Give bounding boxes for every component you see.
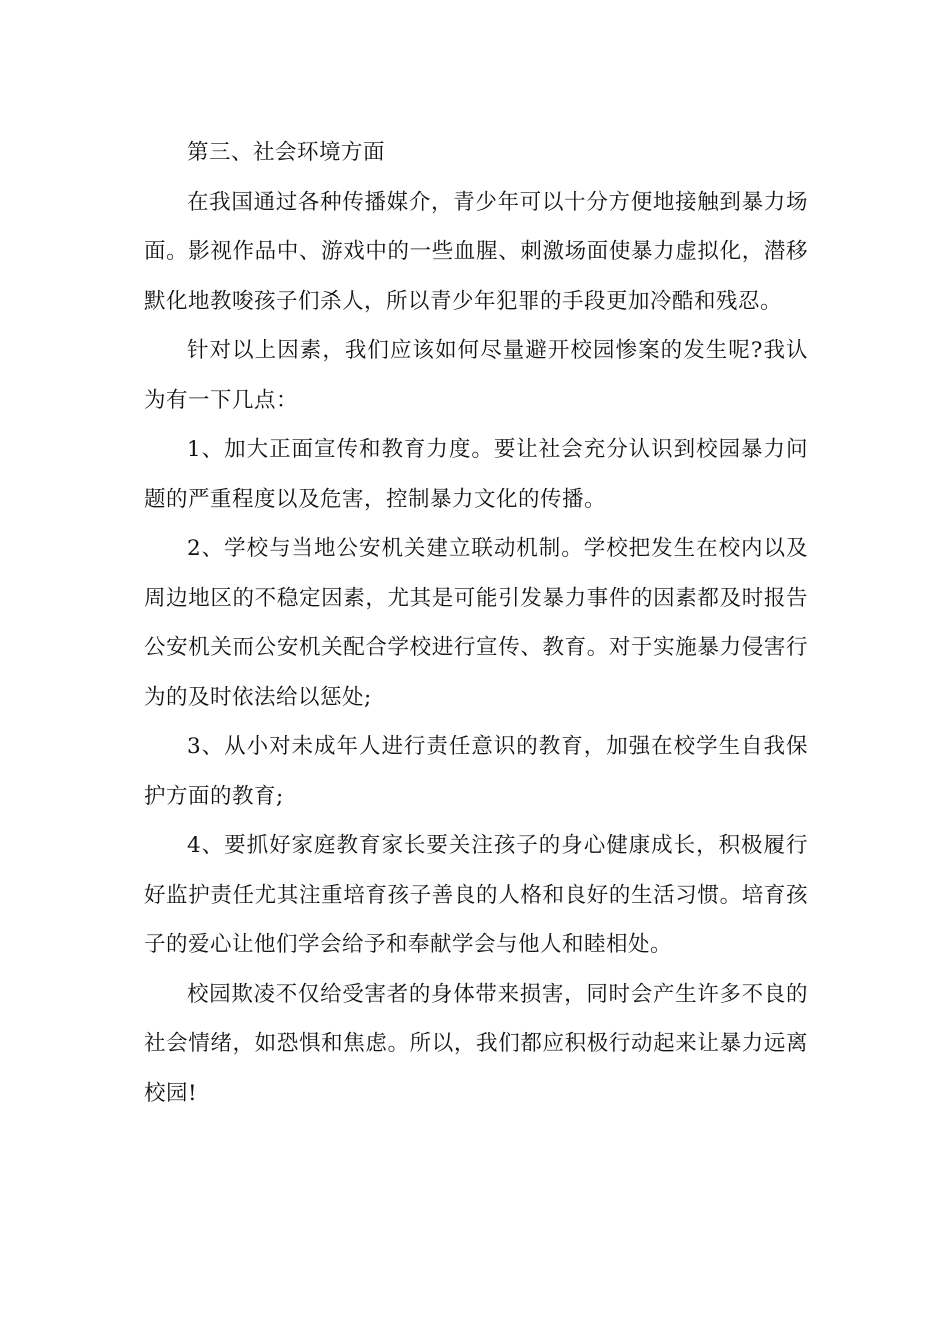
list-item-2: 2、学校与当地公安机关建立联动机制。学校把发生在校内以及周边地区的不稳定因素，尤其是可能引发暴力事件的因素都及时报告公安机关而公安机关配合学校进行宣传、教育。对于实施暴力侵害行为的及时依法给以惩处; — [144, 536, 808, 710]
list-item-1: 1、加大正面宣传和教育力度。要让社会充分认识到校园暴力问题的严重程度以及危害，控制暴力文化的传播。 — [144, 437, 808, 512]
paragraph-media-influence: 在我国通过各种传播媒介，青少年可以十分方便地接触到暴力场面。影视作品中、游戏中的一些血腥、刺激场面使暴力虚拟化，潜移默化地教唆孩子们杀人，所以青少年犯罪的手段更加冷酷和残忍。 — [144, 189, 808, 314]
list-item-4: 4、要抓好家庭教育家长要关注孩子的身心健康成长，积极履行好监护责任尤其注重培育孩子善良的人格和良好的生活习惯。培育孩子的爱心让他们学会给予和奉献学会与他人和睦相处。 — [144, 833, 808, 957]
list-item-3: 3、从小对未成年人进行责任意识的教育，加强在校学生自我保护方面的教育; — [144, 734, 808, 809]
section-heading: 第三、社会环境方面 — [187, 140, 386, 165]
paragraph-conclusion: 校园欺凌不仅给受害者的身体带来损害，同时会产生许多不良的社会情绪，如恐惧和焦虑。所以，我们都应积极行动起来让暴力远离校园! — [144, 981, 808, 1106]
paragraph-measures-intro: 针对以上因素，我们应该如何尽量避开校园惨案的发生呢?我认为有一下几点： — [144, 338, 808, 413]
document-body — [144, 128, 808, 1118]
